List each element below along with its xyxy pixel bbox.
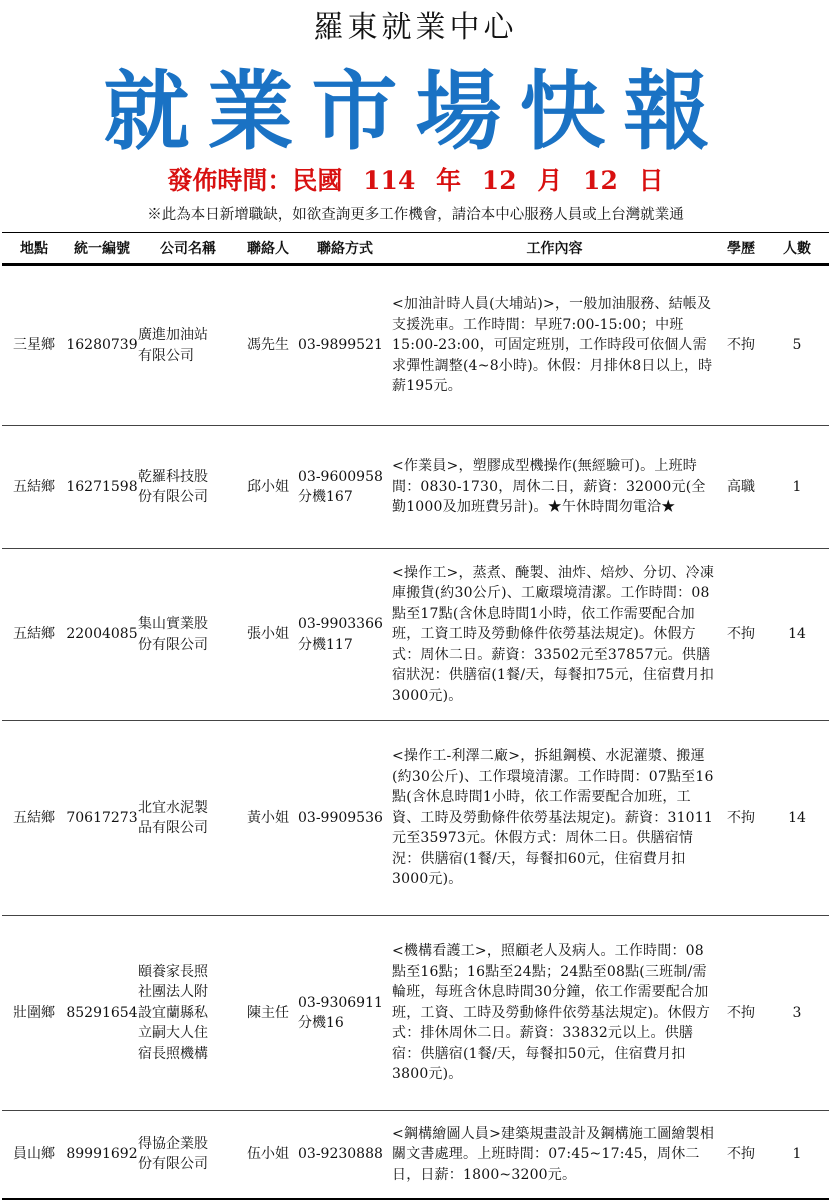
cell-contact-person: 黃小姐 [238,721,298,916]
cell-tax-id: 16280739 [66,265,138,426]
cell-description: <作業員>，塑膠成型機操作(無經驗可)。上班時間：0830-1730，周休二日，薪資：32000元(全勤1000及加班費另計)。★午休時間勿電洽★ [392,426,717,549]
date-year-unit: 年 [436,166,462,195]
cell-education: 不拘 [717,1111,765,1199]
cell-company: 頤養家長照 社團法人附 設宜蘭縣私 立嗣大人住 宿長照機構 [138,916,238,1111]
table-row [2,549,829,721]
table-row [2,721,829,916]
cell-education: 不拘 [717,916,765,1111]
cell-headcount: 3 [765,916,829,1111]
cell-headcount: 1 [765,1111,829,1199]
cell-company: 乾羅科技股 份有限公司 [138,426,238,549]
cell-tax-id: 85291654 [66,916,138,1111]
cell-location: 三星鄉 [2,265,66,426]
cell-location: 壯圍鄉 [2,916,66,1111]
cell-contact: 03-9600958 分機167 [298,426,392,549]
center-name: 羅東就業中心 [313,10,518,45]
cell-location: 五結鄉 [2,721,66,916]
cell-headcount: 5 [765,265,829,426]
cell-contact: 03-9909536 [298,721,392,916]
cell-contact-person: 伍小姐 [238,1111,298,1199]
cell-description: <操作工>，蒸煮、醃製、油炸、焙炒、分切、冷凍庫搬貨(約30公斤)、工廠環境清潔。工作時間：08點至17點(含休息時間1小時，依工作需要配合加班，工資工時及勞動條件依勞基法規定)。休假方式：周休二日。薪資：33502元至37857元。供膳宿狀況：供膳宿(1餐/天，每餐扣75元，住宿費月扣3000元)。 [392,549,717,721]
cell-description: <加油計時人員(大埔站)>，一般加油服務、結帳及支援洗車。工作時間：早班7:00-15:00；中班15:00-23:00，可固定班別，工作時段可依個人需求彈性調整(4~8小時)。休假：月排休8日以上，時薪195元。 [392,265,717,426]
cell-tax-id: 16271598 [66,426,138,549]
cell-headcount: 14 [765,549,829,721]
cell-description: <操作工-利澤二廠>，拆組鋼模、水泥灌漿、搬運(約30公斤)、工作環境清潔。工作時間：07點至16點(含休息時間1小時，依工作需要配合加班，工資、工時及勞動條件依勞基法規定)。薪資：31011元至35973元。休假方式：周休二日。供膳宿情況：供膳宿(1餐/天，每餐扣60元，住宿費月扣3000元)。 [392,721,717,916]
cell-company: 北宜水泥製 品有限公司 [138,721,238,916]
cell-company: 得協企業股 份有限公司 [138,1111,238,1199]
jobs-table [2,232,829,1200]
date-month: 12 [481,166,517,195]
col-header-tax-id: 統一編號 [66,233,138,265]
col-header-contact-person: 聯絡人 [238,233,298,265]
cell-location: 五結鄉 [2,549,66,721]
col-header-headcount: 人數 [765,233,829,265]
col-header-company: 公司名稱 [138,233,238,265]
cell-tax-id: 22004085 [66,549,138,721]
table-row [2,265,829,426]
cell-description: <機構看護工>，照顧老人及病人。工作時間：08點至16點；16點至24點；24點至08點(三班制/需輪班，每班含休息時間30分鐘，依工作需要配合加班，工資、工時及勞動條件依勞基法規定)。休假方式：排休周休二日。薪資：33832元以上。供膳宿：供膳宿(1餐/天，每餐扣50元，住宿費月扣3800元)。 [392,916,717,1111]
col-header-education: 學歷 [717,233,765,265]
cell-tax-id: 70617273 [66,721,138,916]
date-month-unit: 月 [537,166,563,195]
cell-contact-person: 馮先生 [238,265,298,426]
date-day: 12 [583,166,618,195]
cell-contact-person: 張小姐 [238,549,298,721]
cell-contact: 03-9903366 分機117 [298,549,392,721]
date-label: 發佈時間：民國 [167,166,343,195]
cell-education: 不拘 [717,721,765,916]
cell-contact: 03-9306911 分機16 [298,916,392,1111]
date-day-unit: 日 [638,166,664,195]
cell-contact-person: 邱小姐 [238,426,298,549]
cell-company: 廣進加油站 有限公司 [138,265,238,426]
cell-contact: 03-9899521 [298,265,392,426]
col-header-contact: 聯絡方式 [298,233,392,265]
publish-date [0,164,831,198]
col-header-location: 地點 [2,233,66,265]
cell-contact-person: 陳主任 [238,916,298,1111]
cell-description: <鋼構繪圖人員>建築規畫設計及鋼構施工圖繪製相關文書處理。上班時間：07:45~17:45，周休二日，日薪：1800~3200元。 [392,1111,717,1199]
col-header-description: 工作內容 [392,233,717,265]
cell-location: 員山鄉 [2,1111,66,1199]
cell-headcount: 14 [765,721,829,916]
cell-contact: 03-9230888 [298,1111,392,1199]
page-title: 就業市場快報 [103,61,728,162]
cell-company: 集山實業股 份有限公司 [138,549,238,721]
cell-education: 高職 [717,426,765,549]
cell-education: 不拘 [717,549,765,721]
cell-education: 不拘 [717,265,765,426]
cell-tax-id: 89991692 [66,1111,138,1199]
table-header-row [2,233,829,265]
table-row [2,916,829,1111]
table-row [2,426,829,549]
table-row [2,1111,829,1199]
cell-location: 五結鄉 [2,426,66,549]
date-year: 114 [363,166,416,195]
notice-text: ※此為本日新增職缺，如欲查詢更多工作機會，請洽本中心服務人員或上台灣就業通 [147,207,684,223]
cell-headcount: 1 [765,426,829,549]
